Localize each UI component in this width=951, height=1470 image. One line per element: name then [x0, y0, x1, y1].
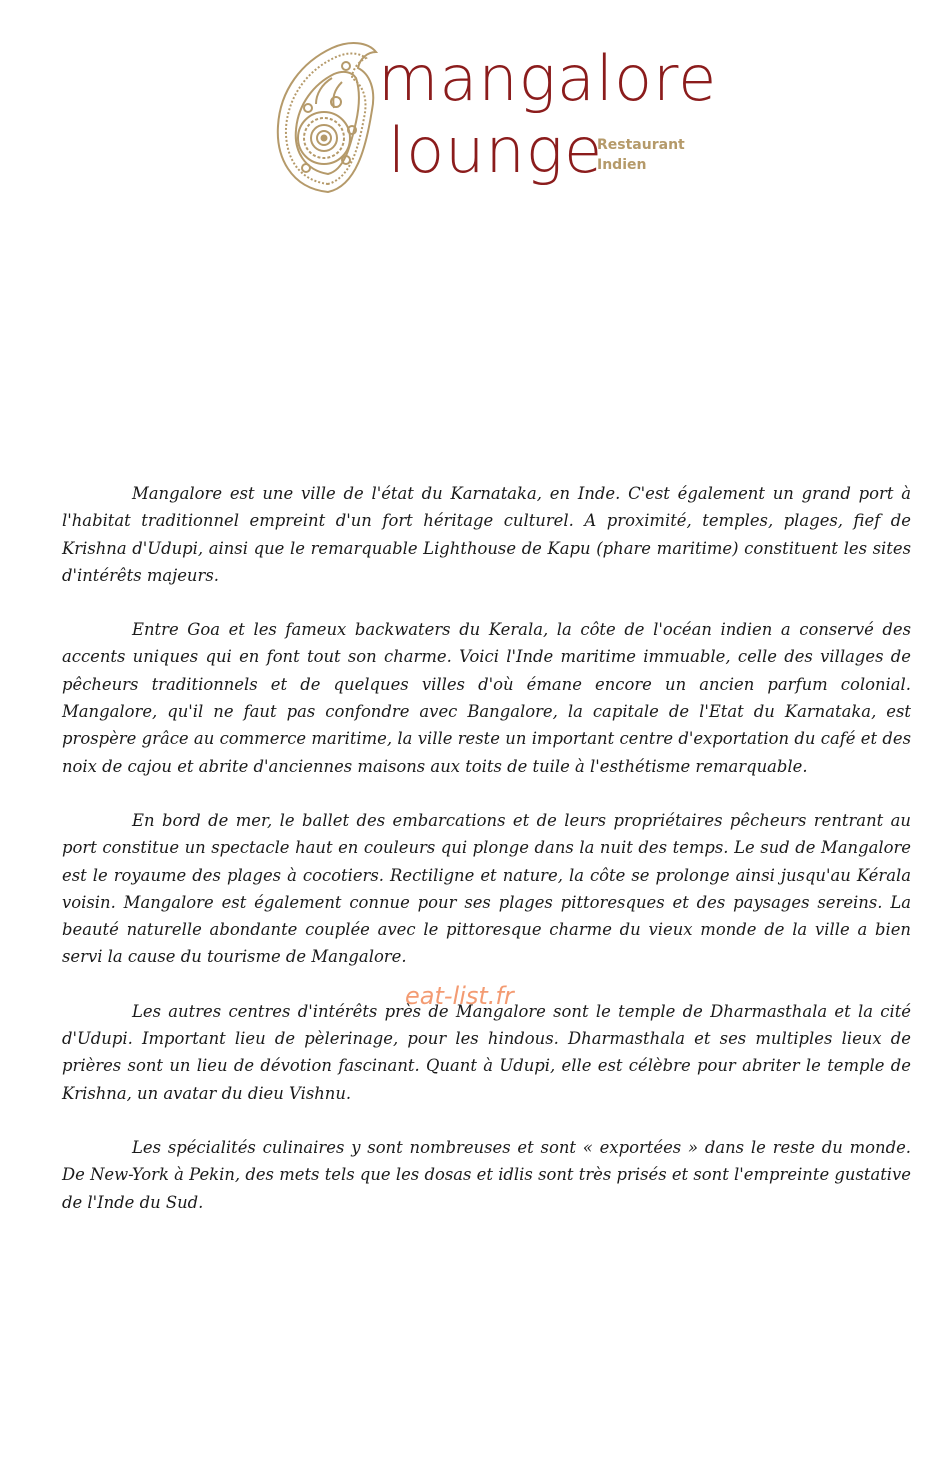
paragraph-4: Les autres centres d'intérêts près de Mangalore sont le temple de Dharmasthala et la cité d'Udupi. Important lieu de pèlerinage, pour les hindous. Dharmasthala et ses multiples lieux de prières sont un lieu de dévotion fascinant. Quant à Udupi, elle est célèbre pour abriter le temple de Krishna, un avatar du dieu Vishnu. — [62, 1001, 911, 1103]
article-body — [62, 480, 911, 1243]
subtitle-line1: Restaurant — [597, 137, 685, 153]
paragraph-2: Entre Goa et les fameux backwaters du Kerala, la côte de l'océan indien a conservé des accents uniques qui en font tout son charme. Voici l'Inde maritime immuable, celle des villages de pêcheurs traditionnels et de quelques villes d'où émane encore un ancien parfum colonial. Mangalore, qu'il ne faut pas confondre avec Bangalore, la capitale de l'Etat du Karnataka, est prospère grâce au commerce maritime, la ville reste un important centre d'exportation du café et des noix de cajou et abrite d'anciennes maisons aux toits de tuile à l'esthétisme remarquable. — [62, 620, 911, 776]
watermark: eat-list.fr — [405, 982, 514, 1010]
brand-name-line1: mangalore — [378, 42, 718, 115]
subtitle-line2: Indien — [597, 157, 647, 173]
brand-name-line2: lounge — [388, 114, 604, 187]
paragraph-1: Mangalore est une ville de l'état du Karnataka, en Inde. C'est également un grand port à l'habitat traditionnel empreint d'un fort héritage culturel. A proximité, temples, plages, fief de Krishna d'Udupi, ainsi que le remarquable Lighthouse de Kapu (phare maritime) constituent les sites d'intérêts majeurs. — [62, 484, 911, 585]
restaurant-header — [0, 0, 951, 220]
brand-subtitle — [597, 135, 685, 175]
paragraph-5: Les spécialités culinaires y sont nombreuses et sont « exportées » dans le reste du monde. De New-York à Pekin, des mets tels que les dosas et idlis sont très prisés et sont l'empreinte gustative de l'Inde du Sud. — [62, 1137, 911, 1212]
paragraph-3: En bord de mer, le ballet des embarcations et de leurs propriétaires pêcheurs rentrant au port constitue un spectacle haut en couleurs qui plonge dans la nuit des temps. Le sud de Mangalore est le royaume des plages à cocotiers. Rectiligne et nature, la côte se prolonge ainsi jusqu'au Kérala voisin. Mangalore est également connue pour ses plages pittoresques et des paysages sereins. La beauté naturelle abondante couplée avec le pittoresque charme du vieux monde de la ville a bien servi la cause du tourisme de Mangalore. — [62, 810, 911, 967]
paisley-icon — [272, 38, 384, 196]
